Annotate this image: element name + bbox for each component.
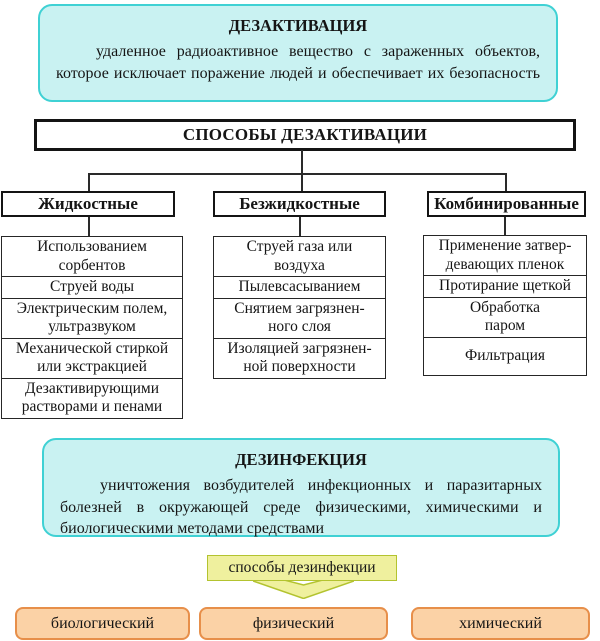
method-box-biological — [15, 607, 190, 640]
list-item — [2, 298, 182, 338]
column-header-combined — [427, 191, 586, 217]
column-header-liquid — [1, 191, 175, 217]
list-item-line: Применение затвер- — [438, 237, 572, 254]
connector-line — [505, 173, 507, 192]
disinfection-definition-box — [42, 438, 560, 537]
list-item-line: девающих пленок — [445, 255, 565, 273]
list-item-line: ультразвуком — [48, 318, 136, 335]
disinfection-description-line: биологическими методами средствами — [60, 520, 325, 537]
list-item — [2, 378, 182, 418]
column-header-label: Комбинированные — [434, 194, 579, 213]
list-item-line: Обработка — [469, 298, 541, 316]
list-item-line: Снятием загрязнен- — [234, 299, 365, 317]
list-item-line: Использованием — [37, 238, 147, 255]
list-item-line: паром — [484, 317, 526, 334]
list-item — [214, 338, 385, 378]
liquid-methods-list — [1, 236, 183, 419]
list-item-line: или экстракцией — [37, 358, 147, 375]
connector-line — [504, 216, 506, 237]
connector-line — [88, 173, 507, 175]
deactivation-description-line: удаленное радиоактивное вещество с зараженных объектов, — [96, 43, 540, 60]
disinfection-methods-label: способы дезинфекции — [228, 559, 376, 576]
combined-methods-list — [423, 235, 587, 376]
disinfection-description-line: болезней в окружающей среде физическими, химическими и — [60, 498, 542, 516]
list-item-line: ной поверхности — [243, 358, 356, 375]
connector-line — [299, 216, 301, 237]
connector-line — [88, 173, 90, 192]
list-item — [424, 236, 586, 275]
list-item-line: растворами и пенами — [21, 398, 163, 415]
connector-line — [88, 216, 90, 237]
list-item — [424, 275, 586, 297]
list-item-line: Электрическим полем, — [16, 299, 168, 317]
disinfection-methods-label-box — [207, 555, 397, 581]
column-header-liquidless — [213, 191, 386, 217]
liquidless-methods-list — [213, 236, 386, 379]
column-header-label: Жидкостные — [38, 194, 138, 213]
deactivation-definition-box — [38, 4, 558, 102]
list-item-line: Фильтрация — [464, 346, 546, 364]
method-label: биологический — [50, 614, 155, 632]
list-item-line: Струей газа или — [246, 238, 353, 255]
list-item — [214, 237, 385, 276]
disinfection-description-line: уничтожения возбудителей инфекционных и паразитарных — [100, 477, 542, 494]
deactivation-methods-title-box — [34, 119, 576, 151]
list-item-line: Дезактивирующими — [24, 379, 160, 397]
method-label: физический — [252, 614, 335, 632]
list-item — [2, 237, 182, 276]
list-item — [2, 338, 182, 378]
list-item — [2, 276, 182, 298]
list-item-line: Протирание щеткой — [439, 277, 571, 294]
list-item-line: Пылевсасыванием — [238, 278, 361, 295]
list-item-line: ного слоя — [268, 318, 331, 335]
list-item — [214, 276, 385, 298]
method-box-physical — [199, 607, 388, 640]
method-box-chemical — [411, 607, 590, 640]
list-item — [424, 337, 586, 375]
list-item — [214, 298, 385, 338]
disinfection-title: ДЕЗИНФЕКЦИЯ — [235, 450, 367, 469]
list-item-line: Струей воды — [49, 278, 135, 295]
connector-line — [301, 173, 303, 192]
list-item-line: Механической стиркой — [15, 339, 169, 357]
method-label: химический — [459, 614, 542, 632]
column-header-label: Безжидкостные — [239, 194, 360, 213]
connector-line — [301, 150, 303, 174]
deactivation-description-line: которое исключает поражение людей и обеспечивает их безопасность — [56, 64, 540, 82]
list-item-line: сорбентов — [58, 256, 126, 274]
list-item-line: воздуха — [274, 256, 325, 274]
list-item-line: Изоляцией загрязнен- — [227, 339, 372, 357]
list-item — [424, 297, 586, 337]
deactivation-methods-title: СПОСОБЫ ДЕЗАКТИВАЦИИ — [182, 125, 428, 144]
deactivation-title: ДЕЗАКТИВАЦИЯ — [228, 16, 368, 35]
